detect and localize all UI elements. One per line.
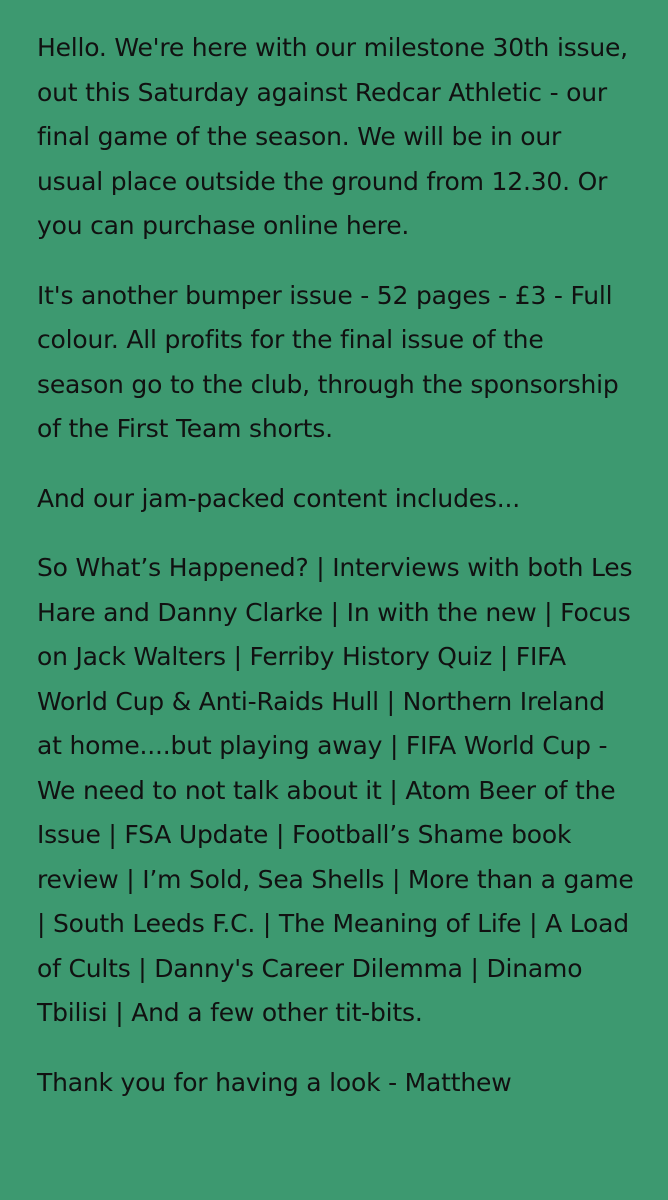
intro-text: Hello. We're here with our milestone 30th issue, out this Saturday against Redcar Athletic - our final game of the season. We will be in our usual place outside the ground from 12.30. Or you can purchase online	[37, 33, 628, 240]
intro-paragraph	[37, 26, 634, 249]
purchase-online-link[interactable]: here	[345, 211, 402, 240]
contents-list-paragraph: So What’s Happened? | Interviews with both Les Hare and Danny Clarke | In with the new | Focus on Jack Walters | Ferriby History Quiz | FIFA World Cup & Anti-Raids Hull | Northern Ireland at home....but playing away | FIFA World Cup - We need to not talk about it | Atom Beer of the Issue | FSA Update | Football’s Shame book review | I’m Sold, Sea Shells | More than a game | South Leeds F.C. | The Meaning of Life | A Load of Cults | Danny's Career Dilemma | Dinamo Tbilisi | And a few other tit-bits.	[37, 553, 634, 1027]
contents-intro-paragraph: And our jam-packed content includes...	[37, 483, 520, 513]
intro-text-end: .	[401, 211, 410, 240]
details-paragraph: It's another bumper issue - 52 pages - £3 - Full colour. All profits for the final issue of the season go to the club, through the sponsorship of the First Team shorts.	[37, 280, 619, 443]
signoff-paragraph: Thank you for having a look - Matthew	[37, 1067, 512, 1097]
